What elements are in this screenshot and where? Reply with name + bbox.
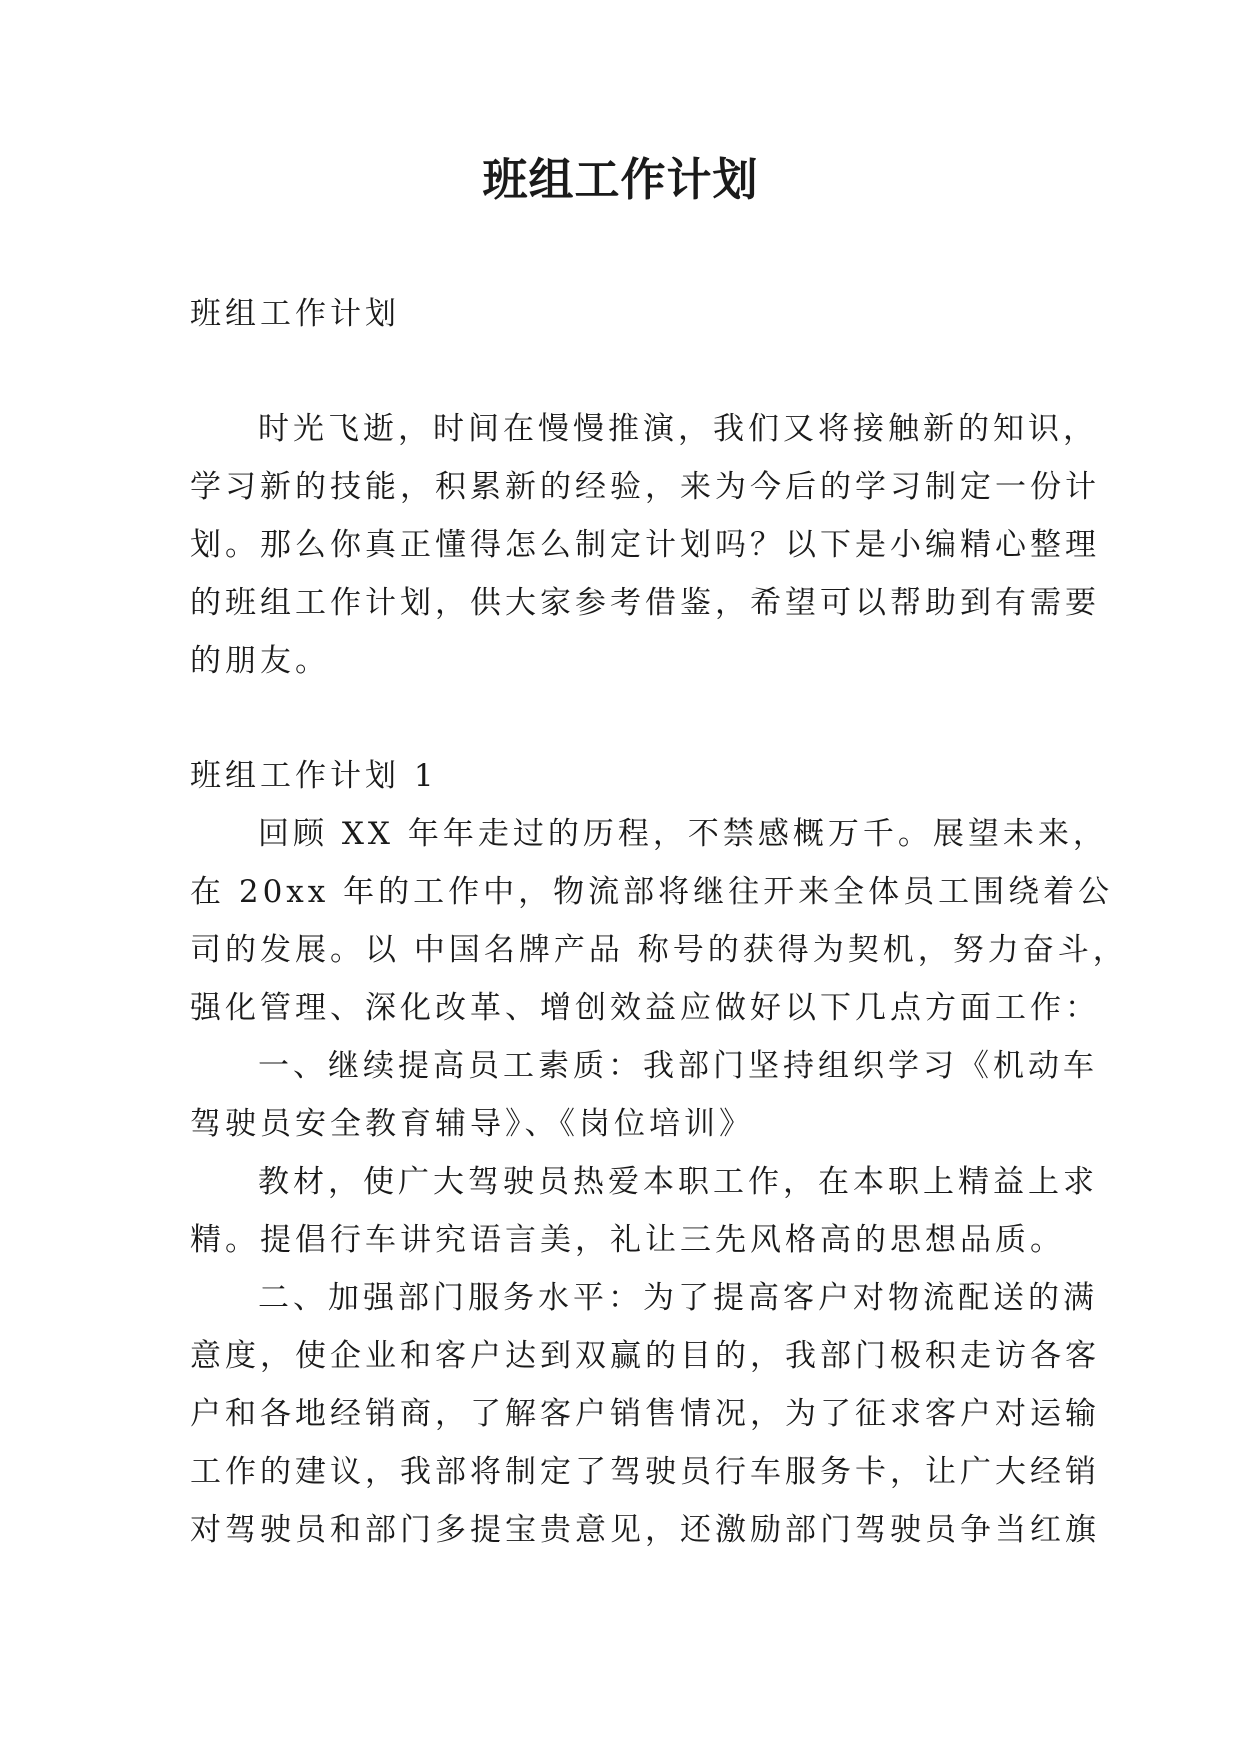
section-line: 一、继续提高员工素质：我部门坚持组织学习《机动车 — [258, 1048, 1098, 1084]
section-line: 驾驶员安全教育辅导》、《岗位培训》 — [190, 1106, 754, 1142]
intro-line: 的班组工作计划，供大家参考借鉴，希望可以帮助到有需要 — [190, 585, 1100, 621]
section-line: 精。提倡行车讲究语言美，礼让三先风格高的思想品质。 — [190, 1222, 1065, 1258]
section-line: 二、加强部门服务水平：为了提高客户对物流配送的满 — [258, 1280, 1098, 1316]
section-line: 工作的建议，我部将制定了驾驶员行车服务卡，让广大经销 — [190, 1454, 1100, 1490]
section-line: 户和各地经销商，了解客户销售情况，为了征求客户对运输 — [190, 1396, 1100, 1432]
intro-line: 学习新的技能，积累新的经验，来为今后的学习制定一份计 — [190, 469, 1100, 505]
section-line: 司的发展。以 中国名牌产品 称号的获得为契机，努力奋斗， — [190, 932, 1128, 968]
section-line: 强化管理、深化改革、增创效益应做好以下几点方面工作： — [190, 990, 1100, 1026]
section-line: 对驾驶员和部门多提宝贵意见，还激励部门驾驶员争当红旗 — [190, 1512, 1100, 1548]
document-subtitle: 班组工作计划 — [190, 296, 400, 332]
section-line: 回顾 XX 年年走过的历程，不禁感概万千。展望未来， — [258, 816, 1108, 852]
section-line: 在 20xx 年的工作中，物流部将继往开来全体员工围绕着公 — [190, 874, 1114, 910]
document-title: 班组工作计划 — [482, 153, 759, 206]
intro-line: 划。那么你真正懂得怎么制定计划吗？以下是小编精心整理 — [190, 527, 1100, 563]
section-heading: 班组工作计划 1 — [190, 758, 438, 794]
section-line: 意度，使企业和客户达到双赢的目的，我部门极积走访各客 — [190, 1338, 1100, 1374]
intro-line: 时光飞逝，时间在慢慢推演，我们又将接触新的知识， — [258, 411, 1098, 447]
section-line: 教材，使广大驾驶员热爱本职工作，在本职上精益上求 — [258, 1164, 1098, 1200]
intro-line: 的朋友。 — [190, 643, 330, 679]
